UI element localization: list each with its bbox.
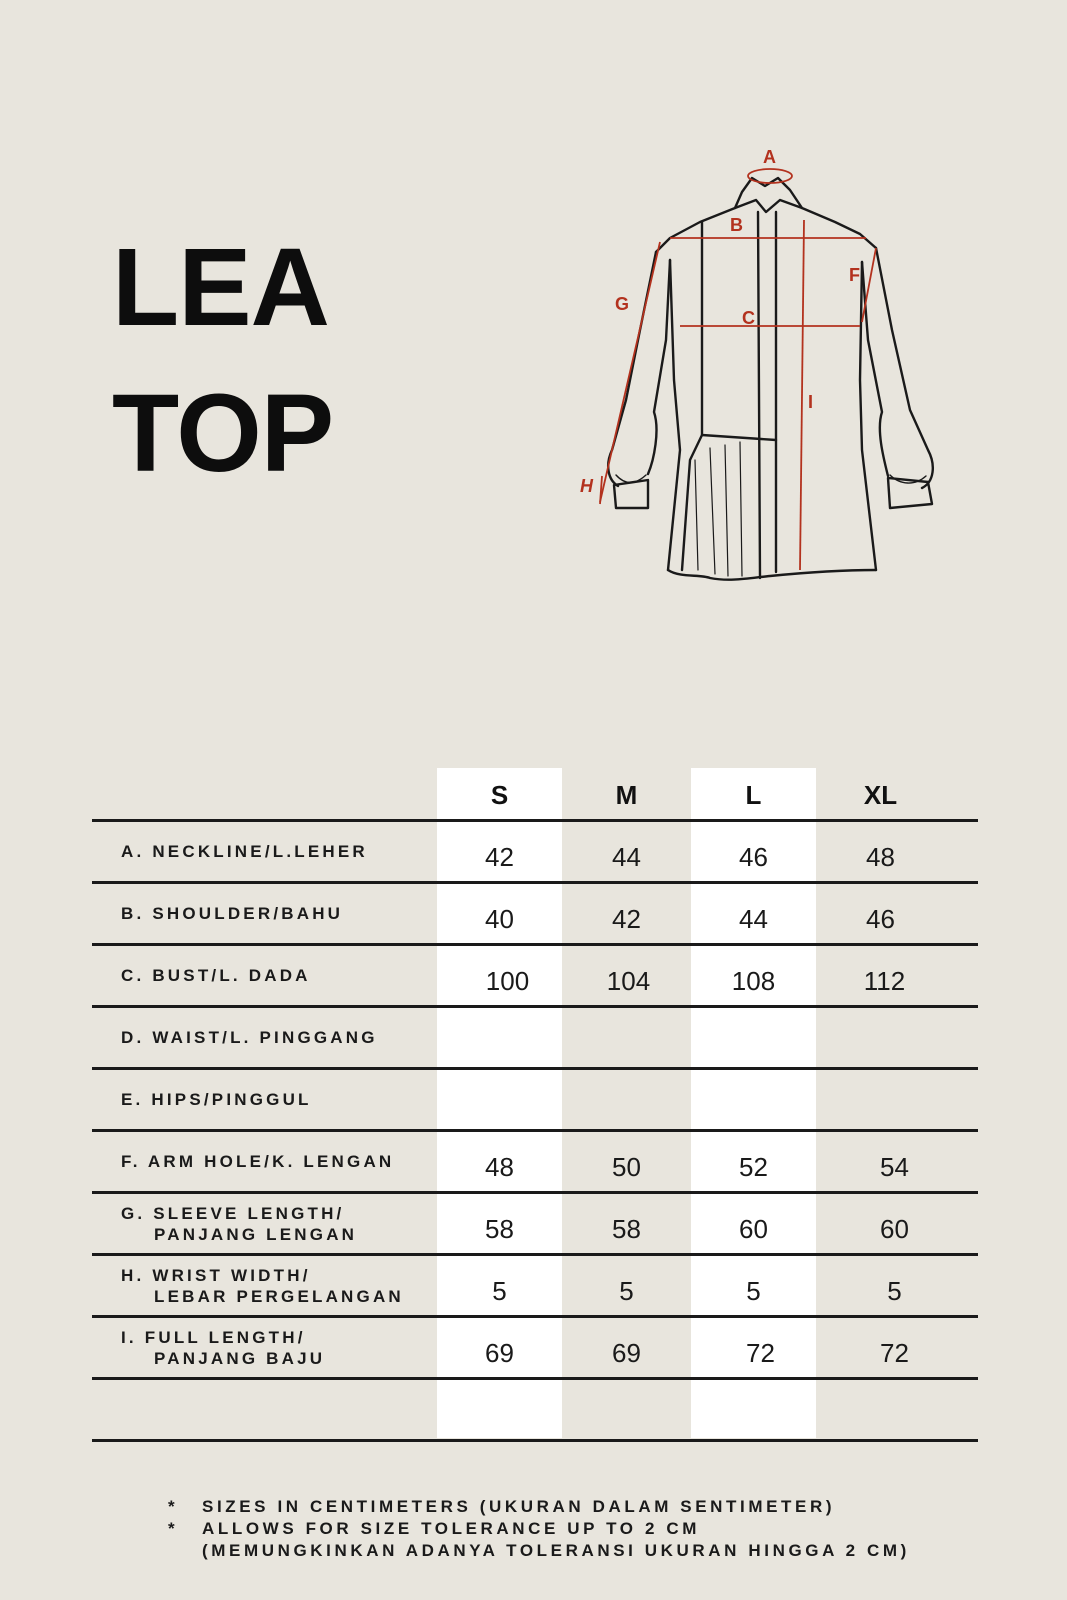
table-cell: 112: [863, 966, 906, 996]
row-label-shoulder: B. SHOULDER/BAHU: [121, 904, 344, 923]
size-notes: [168, 1496, 910, 1562]
size-header-s: S: [490, 780, 509, 810]
table-rule: [92, 819, 978, 822]
note-text: SIZES IN CENTIMETERS (UKURAN DALAM SENTIMETER): [202, 1497, 836, 1516]
table-cell: 42: [612, 904, 641, 934]
diagram-label-b: B: [730, 215, 743, 235]
table-rule: [92, 1005, 978, 1008]
row-label-full-length: I. FULL LENGTH/ PANJANG BAJU: [121, 1328, 326, 1368]
table-rule: [92, 1253, 978, 1256]
note-line: [168, 1540, 910, 1562]
table-rule: [92, 1315, 978, 1318]
note-line: [168, 1518, 910, 1540]
table-cell: 42: [485, 842, 514, 872]
table-cell: 44: [739, 904, 768, 934]
table-cell: 50: [612, 1152, 641, 1182]
diagram-label-f: F: [849, 265, 860, 285]
size-header-m: M: [615, 780, 638, 810]
size-header-xl: XL: [863, 780, 898, 810]
row-label-hips: E. HIPS/PINGGUL: [121, 1090, 312, 1109]
row-label-arm-hole: F. ARM HOLE/K. LENGAN: [121, 1152, 395, 1171]
table-cell: 72: [880, 1338, 909, 1368]
diagram-label-h: H: [580, 476, 593, 496]
row-label-sleeve-length: G. SLEEVE LENGTH/ PANJANG LENGAN: [121, 1204, 358, 1244]
note-bullet: *: [168, 1519, 179, 1538]
row-label-bust: C. BUST/L. DADA: [121, 966, 311, 985]
table-cell: 108: [731, 966, 776, 996]
table-cell: 100: [485, 966, 530, 996]
note-line: [168, 1496, 910, 1518]
table-rule: [92, 1377, 978, 1380]
size-header-l: L: [745, 780, 762, 810]
table-cell: 5: [619, 1276, 634, 1306]
row-label-neckline: A. NECKLINE/L.LEHER: [121, 842, 368, 861]
table-cell: 48: [866, 842, 895, 872]
table-cell: 58: [612, 1214, 641, 1244]
diagram-label-g: G: [615, 294, 630, 314]
table-cell: 5: [492, 1276, 507, 1306]
garment-diagram: [570, 130, 970, 610]
title-line-1: LEA: [112, 226, 329, 349]
table-cell: 46: [739, 842, 768, 872]
table-rule: [92, 1067, 978, 1070]
row-label-wrist-width: H. WRIST WIDTH/ LEBAR PERGELANGAN: [121, 1266, 404, 1306]
table-cell: 52: [739, 1152, 768, 1182]
diagram-label-a: A: [763, 147, 776, 167]
table-cell: 54: [880, 1152, 909, 1182]
table-rule: [92, 1129, 978, 1132]
table-cell: 60: [739, 1214, 768, 1244]
table-rule: [92, 1439, 978, 1442]
table-cell: 72: [746, 1338, 775, 1368]
product-title: [112, 215, 333, 507]
note-text: ALLOWS FOR SIZE TOLERANCE UP TO 2 CM: [202, 1519, 700, 1538]
table-cell: 44: [612, 842, 641, 872]
table-rule: [92, 881, 978, 884]
table-rule: [92, 1191, 978, 1194]
diagram-label-i: I: [808, 392, 814, 412]
table-cell: 69: [612, 1338, 641, 1368]
diagram-label-c: C: [742, 308, 755, 328]
table-cell: 48: [485, 1152, 514, 1182]
table-cell: 46: [866, 904, 895, 934]
table-cell: 60: [880, 1214, 909, 1244]
note-bullet: *: [168, 1497, 179, 1516]
table-cell: 5: [887, 1276, 902, 1306]
note-text: (MEMUNGKINKAN ADANYA TOLERANSI UKURAN HINGGA 2 CM): [202, 1541, 910, 1560]
table-rule: [92, 943, 978, 946]
table-cell: 5: [746, 1276, 761, 1306]
table-cell: 69: [485, 1338, 514, 1368]
table-cell: 40: [485, 904, 514, 934]
table-cell: 58: [485, 1214, 514, 1244]
table-cell: 104: [606, 966, 651, 996]
title-line-2: TOP: [112, 372, 334, 495]
row-label-waist: D. WAIST/L. PINGGANG: [121, 1028, 378, 1047]
